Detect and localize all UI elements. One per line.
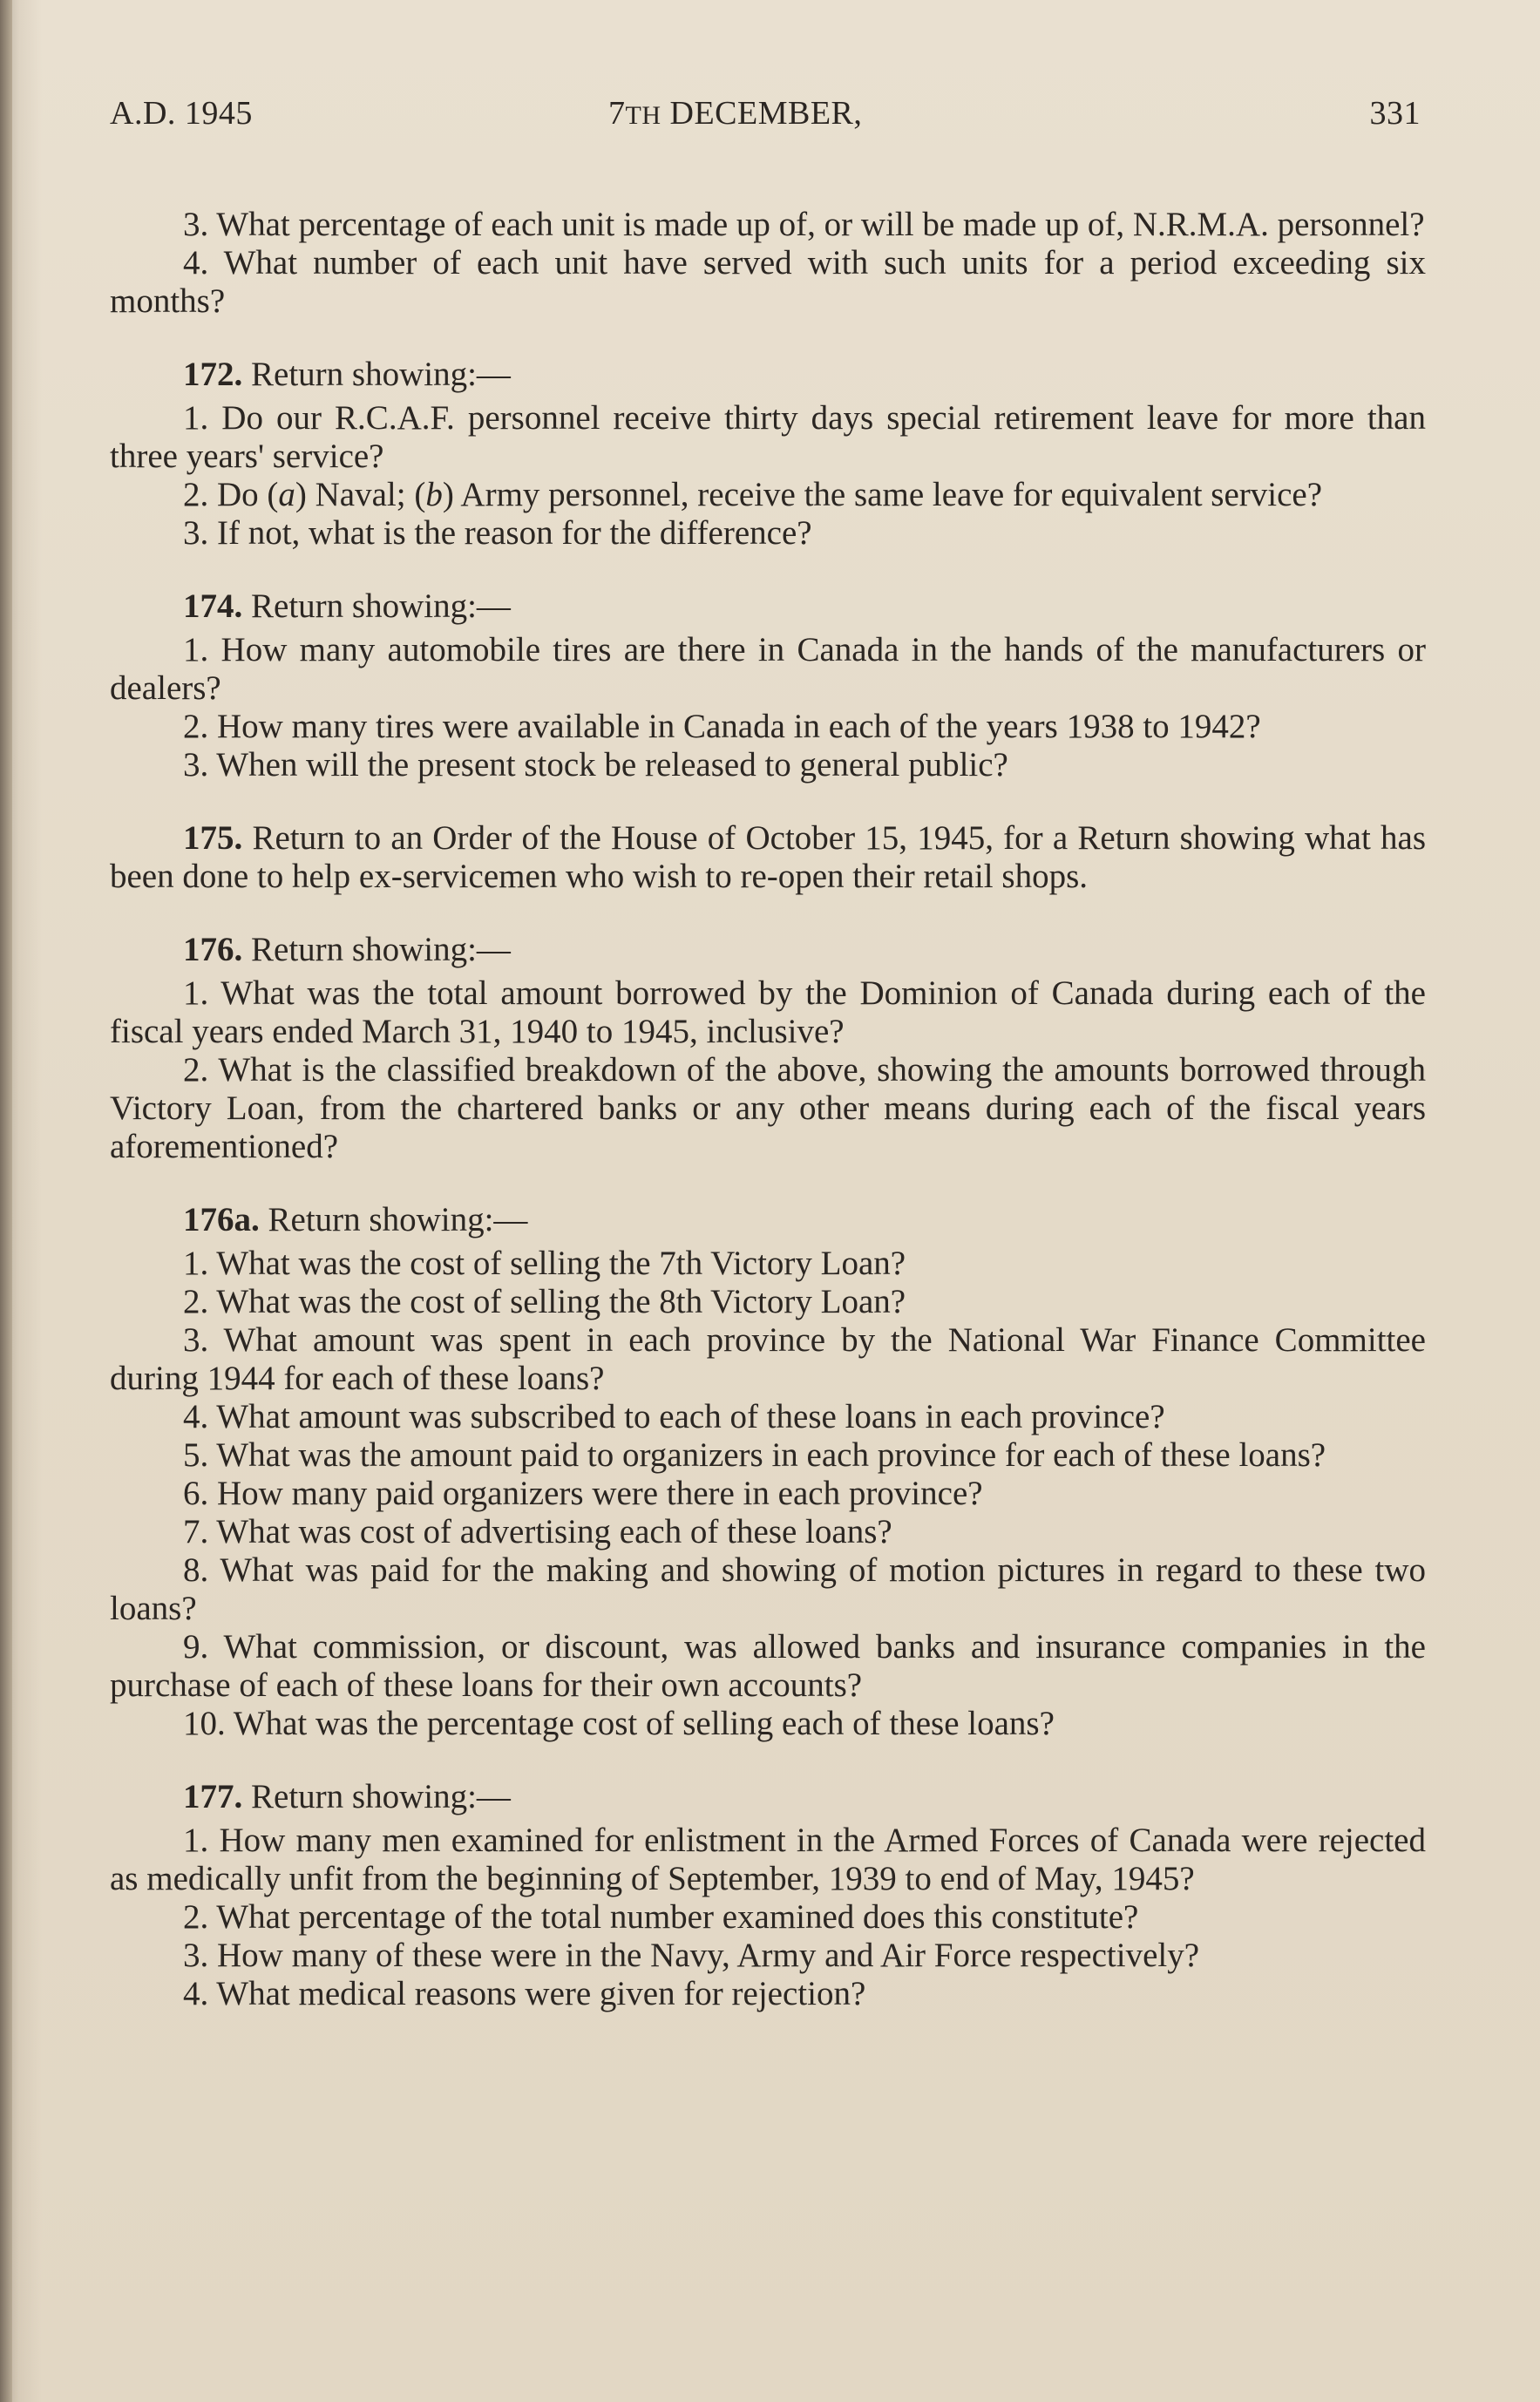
question-item: 4. What amount was subscribed to each of these loans in each province? [183,1398,1165,1435]
question-item: 6. How many paid organizers were there in each province? [183,1475,983,1512]
question-item: 1. What was the total amount borrowed by the Dominion of Canada during each of the fiscal years ended March 31, 1940 to 1945, inclusive? [110,974,1426,1050]
page-binding-edge [0,0,12,2402]
question-item: 1. How many men examined for enlistment in the Armed Forces of Canada were rejected as medically unfit from the beginning of September, 1939 to end of May, 1945? [110,1822,1426,1897]
question-item: 3. What percentage of each unit is made up of, or will be made up of, N.R.M.A. personnel? [183,206,1425,243]
question-item: 3. How many of these were in the Navy, Army and Air Force respectively? [183,1937,1200,1974]
question-item: 7. What was cost of advertising each of these loans? [183,1513,892,1550]
question-item: 1. How many automobile tires are there in Canada in the hands of the manufacturers or dealers? [110,631,1426,707]
question-item: 3. What amount was spent in each province by the National War Finance Committee during 1944 for each of these loans? [110,1321,1426,1397]
header-date-day: 7 [608,95,626,132]
question-text: 2. Do ( [183,476,279,513]
question-letter: b [425,476,443,513]
section-heading [110,1778,1426,1816]
section-heading-text: Return showing:— [251,931,511,968]
section-heading [110,931,1426,969]
question-item: 5. What was the amount paid to organizers in each province for each of these loans? [183,1436,1326,1474]
section-heading-text: Return showing:— [251,587,511,625]
section-text: Return to an Order of the House of October 15, 1945, for a Return showing what has been done to help ex-servicemen who wish to re-open their retail shops. [110,819,1427,895]
section-number: 177. [183,1778,243,1815]
question-item: 2. How many tires were available in Canada in each of the years 1938 to 1942? [183,708,1261,745]
section-174 [110,587,1426,784]
section-number: 176. [183,931,243,968]
section-175 [110,819,1426,896]
question-item: 3. When will the present stock be released to general public? [183,746,1008,784]
question-item: 2. What percentage of the total number examined does this constitute? [183,1898,1139,1936]
question-item: 8. What was paid for the making and showing of motion pictures in regard to these two loans? [110,1551,1426,1627]
document-body [110,206,1426,2013]
section-heading [110,356,1426,394]
question-text: ) Naval; ( [295,476,426,513]
question-item: 2. What was the cost of selling the 8th Victory Loan? [183,1283,906,1320]
header-year: A.D. 1945 [110,95,253,132]
section-number: 174. [183,587,243,625]
question-item: 9. What commission, or discount, was allowed banks and insurance companies in the purchase of each of these loans for their own accounts? [110,1628,1426,1704]
header-date-ordinal: TH [625,101,661,130]
section-paragraph [110,819,1426,896]
continued-questions [110,206,1426,321]
question-item: 3. If not, what is the reason for the difference? [183,514,812,552]
question-item: 4. What number of each unit have served with such units for a period exceeding six months? [110,244,1426,320]
section-177 [110,1778,1426,2013]
section-heading [110,587,1426,626]
section-176 [110,931,1426,1166]
section-number: 172. [183,356,243,393]
section-heading-text: Return showing:— [251,1778,511,1815]
running-header [110,94,1421,146]
section-number: 176a. [183,1201,260,1238]
section-176a [110,1201,1426,1743]
question-item: 10. What was the percentage cost of selling each of these loans? [183,1705,1055,1742]
question-letter: a [278,476,295,513]
section-number: 175. [183,819,243,857]
question-item: 1. Do our R.C.A.F. personnel receive thirty days special retirement leave for more than three years' service? [110,399,1426,475]
question-item: 4. What medical reasons were given for rejection? [183,1975,866,2012]
section-heading-text: Return showing:— [268,1201,528,1238]
section-heading [110,1201,1426,1239]
section-172 [110,356,1426,553]
question-item [110,476,1426,514]
header-date-month: DECEMBER, [661,95,863,132]
header-date [608,94,862,132]
question-item: 1. What was the cost of selling the 7th Victory Loan? [183,1245,906,1282]
page-number: 331 [1369,95,1421,132]
section-heading-text: Return showing:— [251,356,511,393]
question-text: ) Army personnel, receive the same leave for equivalent service? [442,476,1323,513]
question-item: 2. What is the classified breakdown of the above, showing the amounts borrowed through Victory Loan, from the chartered banks or any other means during each of the fiscal years aforementioned? [110,1051,1426,1165]
